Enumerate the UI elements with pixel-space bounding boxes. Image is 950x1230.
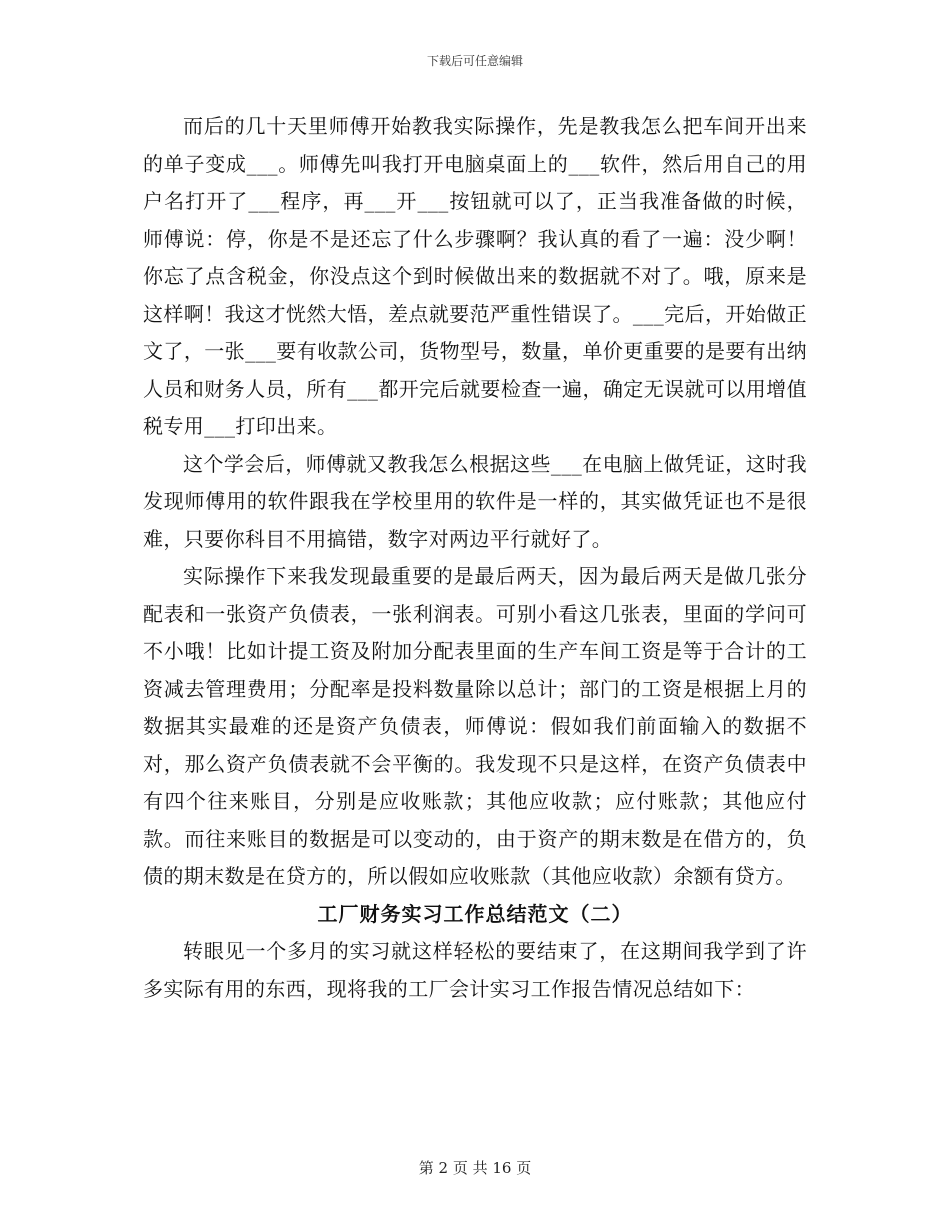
- page-number: 第 2 页 共 16 页: [418, 1159, 532, 1177]
- paragraph-1: 而后的几十天里师傅开始教我实际操作，先是教我怎么把车间开出来的单子变成___。师傅先叫我打开电脑桌面上的___软件，然后用自己的用户名打开了___程序，再___开___按钮就可以了，正当我准备做的时候，师傅说：停，你是不是还忘了什么步骤啊？我认真的看了一遍：没少啊！你忘了点含税金，你没点这个到时候做出来的数据就不对了。哦，原来是这样啊！我这才恍然大悟，差点就要范严重性错误了。___完后，开始做正文了，一张___要有收款公司，货物型号，数量，单价更重要的是要有出纳人员和财务人员，所有___都开完后就要检查一遍，确定无误就可以用增值税专用___打印出来。: [143, 114, 807, 438]
- paragraph-3: 实际操作下来我发现最重要的是最后两天，因为最后两天是做几张分配表和一张资产负债表，一张利润表。可别小看这几张表，里面的学问可不小哦！比如计提工资及附加分配表里面的生产车间工资是等于合计的工资减去管理费用；分配率是投料数量除以总计；部门的工资是根据上月的数据其实最难的还是资产负债表，师傅说：假如我们前面输入的数据不对，那么资产负债表就不会平衡的。我发现不只是这样，在资产负债表中有四个往来账目，分别是应收账款；其他应收款；应付账款；其他应付款。而往来账目的数据是可以变动的，由于资产的期末数是在借方的，负债的期末数是在贷方的，所以假如应收账款（其他应收款）余额有贷方。: [143, 564, 807, 888]
- page-header: 下载后可任意编辑: [426, 54, 523, 68]
- paragraph-4: 转眼见一个多月的实习就这样轻松的要结束了，在这期间我学到了许多实际有用的东西，现将我的工厂会计实习工作报告情况总结如下：: [143, 939, 807, 1001]
- paragraph-2: 这个学会后，师傅就又教我怎么根据这些___在电脑上做凭证，这时我发现师傅用的软件跟我在学校里用的软件是一样的，其实做凭证也不是很难，只要你科目不用搞错，数字对两边平行就好了。: [143, 451, 807, 551]
- section-title: 工厂财务实习工作总结范文（二）: [317, 901, 633, 926]
- document-body: [143, 108, 807, 1008]
